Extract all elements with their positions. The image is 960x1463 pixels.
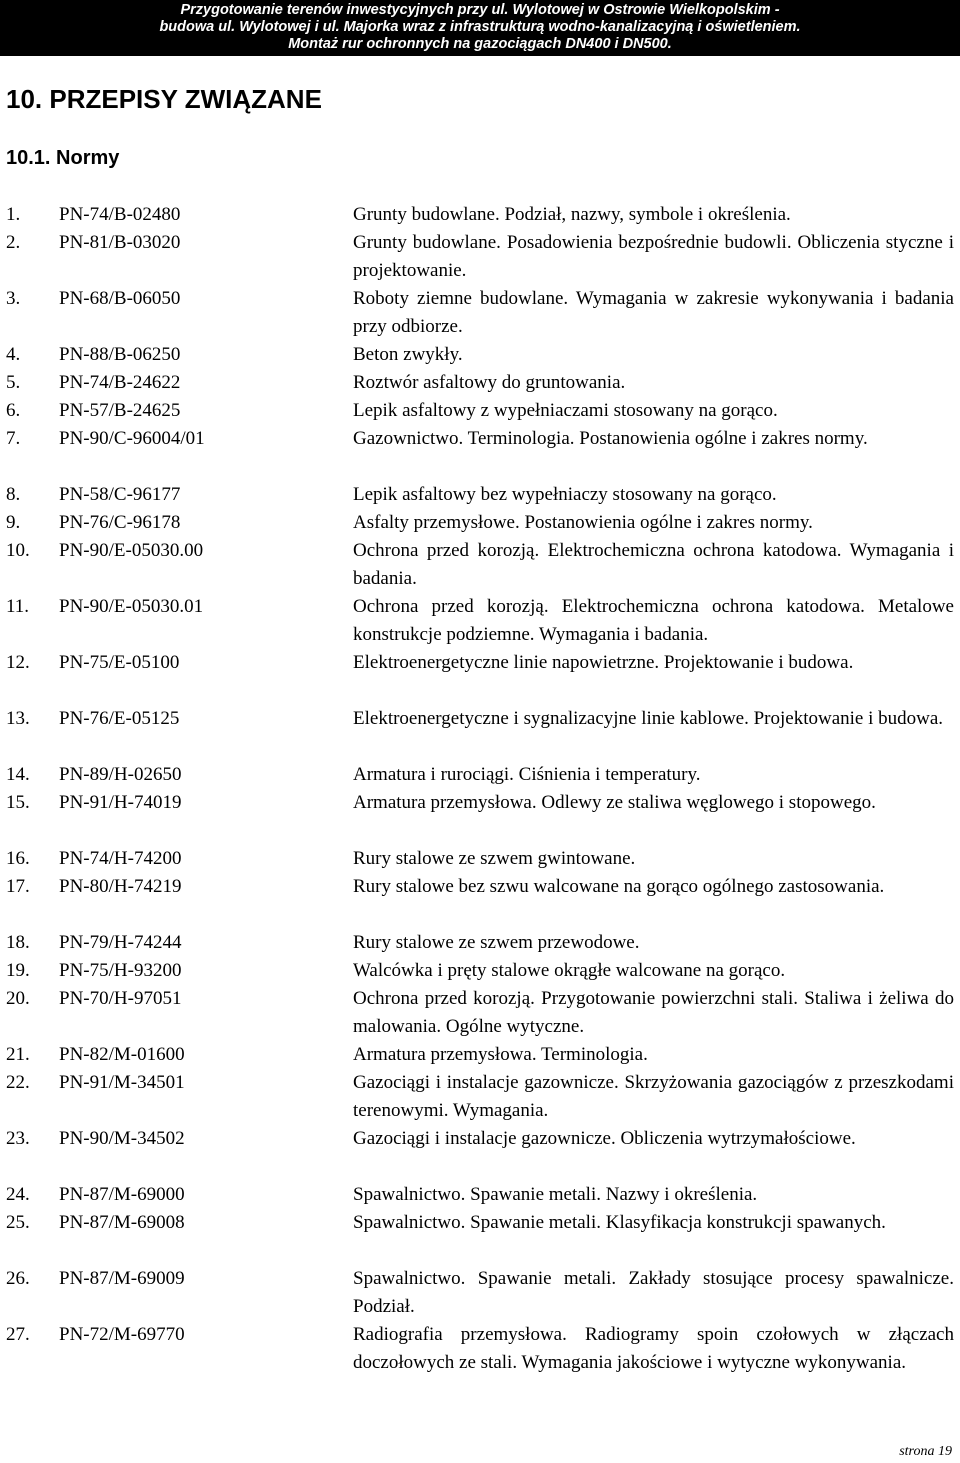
norm-row <box>0 845 960 873</box>
norm-description: Spawalnictwo. Spawanie metali. Nazwy i określenia. <box>353 1184 758 1205</box>
norm-number: 25. <box>6 1212 30 1233</box>
norm-description: Gazownictwo. Terminologia. Postanowienia ogólne i zakres normy. <box>353 428 868 449</box>
norm-row <box>0 481 960 509</box>
norm-description: Gazociągi i instalacje gazownicze. Obliczenia wytrzymałościowe. <box>353 1128 856 1149</box>
norm-description: Spawalnictwo. Spawanie metali. Klasyfikacja konstrukcji spawanych. <box>353 1212 886 1233</box>
norm-description: Lepik asfaltowy z wypełniaczami stosowany na gorąco. <box>353 400 778 421</box>
norm-code: PN-57/B-24625 <box>59 400 181 421</box>
norm-code: PN-90/C-96004/01 <box>59 428 205 449</box>
norm-row <box>0 957 960 985</box>
norm-description: Spawalnictwo. Spawanie metali. Zakłady stosujące procesy spawalnicze. Podział. <box>353 1268 954 1317</box>
norm-row <box>0 1321 960 1405</box>
norm-code: PN-89/H-02650 <box>59 764 182 785</box>
norm-description: Ochrona przed korozją. Elektrochemiczna ochrona katodowa. Metalowe konstrukcje podziemne. Wymagania i badania. <box>353 596 954 645</box>
norm-row <box>0 985 960 1041</box>
norm-code: PN-87/M-69000 <box>59 1184 185 1205</box>
norm-number: 9. <box>6 512 21 533</box>
norm-description: Asfalty przemysłowe. Postanowienia ogólne i zakres normy. <box>353 512 813 533</box>
norm-code: PN-75/H-93200 <box>59 960 182 981</box>
norm-number: 2. <box>6 232 21 253</box>
norm-code: PN-81/B-03020 <box>59 232 181 253</box>
page-header <box>0 0 960 56</box>
norm-row <box>0 425 960 481</box>
norm-number: 1. <box>6 204 21 225</box>
norm-description: Elektroenergetyczne i sygnalizacyjne linie kablowe. Projektowanie i budowa. <box>353 708 944 729</box>
norm-code: PN-90/M-34502 <box>59 1128 185 1149</box>
norm-code: PN-87/M-69008 <box>59 1212 185 1233</box>
norm-row <box>0 593 960 649</box>
norm-code: PN-74/B-02480 <box>59 204 181 225</box>
norm-description: Armatura i rurociągi. Ciśnienia i temperatury. <box>353 764 701 785</box>
norm-code: PN-76/E-05125 <box>59 708 180 729</box>
norm-number: 19. <box>6 960 30 981</box>
norm-number: 23. <box>6 1128 30 1149</box>
norm-description: Rury stalowe bez szwu walcowane na gorąco ogólnego zastosowania. <box>353 876 885 897</box>
norm-row <box>0 789 960 845</box>
norm-description: Armatura przemysłowa. Odlewy ze staliwa węglowego i stopowego. <box>353 792 876 813</box>
section-title: 10. PRZEPISY ZWIĄZANE <box>6 84 322 114</box>
norm-row <box>0 201 960 229</box>
header-line-3: Montaż rur ochronnych na gazociągach DN400 i DN500. <box>288 36 672 52</box>
norm-code: PN-74/H-74200 <box>59 848 182 869</box>
norm-description: Radiografia przemysłowa. Radiogramy spoin czołowych w złączach doczołowych ze stali. Wymagania jakościowe i wytyczne wykonywania. <box>353 1324 954 1373</box>
norm-number: 4. <box>6 344 21 365</box>
norm-description: Rury stalowe ze szwem przewodowe. <box>353 932 640 953</box>
norm-code: PN-76/C-96178 <box>59 512 181 533</box>
norm-code: PN-90/E-05030.01 <box>59 596 204 617</box>
norm-number: 15. <box>6 792 30 813</box>
norm-row <box>0 397 960 425</box>
norm-number: 3. <box>6 288 21 309</box>
norm-row <box>0 537 960 593</box>
norm-number: 27. <box>6 1324 30 1345</box>
norm-description: Grunty budowlane. Posadowienia bezpośrednie budowli. Obliczenia styczne i projektowanie. <box>353 232 954 281</box>
norm-number: 7. <box>6 428 21 449</box>
norm-number: 13. <box>6 708 30 729</box>
norm-description: Beton zwykły. <box>353 344 463 365</box>
norm-number: 26. <box>6 1268 30 1289</box>
norm-number: 21. <box>6 1044 30 1065</box>
norm-code: PN-82/M-01600 <box>59 1044 185 1065</box>
norm-code: PN-87/M-69009 <box>59 1268 185 1289</box>
norm-number: 14. <box>6 764 30 785</box>
norm-description: Roboty ziemne budowlane. Wymagania w zakresie wykonywania i badania przy odbiorze. <box>353 288 954 337</box>
norm-number: 16. <box>6 848 30 869</box>
norm-code: PN-91/M-34501 <box>59 1072 185 1093</box>
norm-code: PN-68/B-06050 <box>59 288 181 309</box>
norm-row <box>0 873 960 929</box>
norm-row <box>0 761 960 789</box>
norm-code: PN-58/C-96177 <box>59 484 181 505</box>
norm-code: PN-80/H-74219 <box>59 876 182 897</box>
norm-description: Lepik asfaltowy bez wypełniaczy stosowany na gorąco. <box>353 484 777 505</box>
header-line-1: Przygotowanie terenów inwestycyjnych przy ul. Wylotowej w Ostrowie Wielkopolskim - <box>180 2 780 18</box>
subsection-title: 10.1. Normy <box>6 147 120 169</box>
norm-number: 18. <box>6 932 30 953</box>
norm-row <box>0 649 960 705</box>
norm-row <box>0 1125 960 1181</box>
norm-number: 10. <box>6 540 30 561</box>
norm-number: 8. <box>6 484 21 505</box>
norm-description: Rury stalowe ze szwem gwintowane. <box>353 848 636 869</box>
norm-description: Roztwór asfaltowy do gruntowania. <box>353 372 626 393</box>
norm-row <box>0 229 960 285</box>
norm-description: Elektroenergetyczne linie napowietrzne. Projektowanie i budowa. <box>353 652 854 673</box>
norm-row <box>0 341 960 369</box>
norm-number: 5. <box>6 372 21 393</box>
norm-number: 22. <box>6 1072 30 1093</box>
norm-description: Walcówka i pręty stalowe okrągłe walcowane na gorąco. <box>353 960 786 981</box>
norm-row <box>0 1209 960 1265</box>
header-line-2: budowa ul. Wylotowej i ul. Majorka wraz z infrastrukturą wodno-kanalizacyjną i oświetleniem. <box>159 19 801 35</box>
norm-code: PN-74/B-24622 <box>59 372 181 393</box>
norm-row <box>0 929 960 957</box>
norm-number: 20. <box>6 988 30 1009</box>
norm-row <box>0 1181 960 1209</box>
norm-description: Ochrona przed korozją. Przygotowanie powierzchni stali. Staliwa i żeliwa do malowania. Ogólne wytyczne. <box>353 988 954 1037</box>
norm-number: 11. <box>6 596 30 617</box>
norm-description: Ochrona przed korozją. Elektrochemiczna ochrona katodowa. Wymagania i badania. <box>353 540 954 589</box>
norm-description: Armatura przemysłowa. Terminologia. <box>353 1044 648 1065</box>
norm-number: 12. <box>6 652 30 673</box>
norm-code: PN-79/H-74244 <box>59 932 182 953</box>
norm-row <box>0 705 960 761</box>
norm-number: 24. <box>6 1184 30 1205</box>
norm-description: Grunty budowlane. Podział, nazwy, symbole i określenia. <box>353 204 791 225</box>
norm-number: 17. <box>6 876 30 897</box>
norm-row <box>0 369 960 397</box>
norm-code: PN-75/E-05100 <box>59 652 180 673</box>
norm-row <box>0 1069 960 1125</box>
norm-description: Gazociągi i instalacje gazownicze. Skrzyżowania gazociągów z przeszkodami terenowymi. Wymagania. <box>353 1072 954 1121</box>
norm-row <box>0 1041 960 1069</box>
norm-row <box>0 285 960 341</box>
norm-code: PN-88/B-06250 <box>59 344 181 365</box>
norm-code: PN-91/H-74019 <box>59 792 182 813</box>
norm-row <box>0 1265 960 1321</box>
norms-list <box>0 201 960 1405</box>
norm-code: PN-70/H-97051 <box>59 988 182 1009</box>
page-number: strona 19 <box>899 1444 952 1459</box>
norm-row <box>0 509 960 537</box>
norm-number: 6. <box>6 400 21 421</box>
norm-code: PN-90/E-05030.00 <box>59 540 204 561</box>
norm-code: PN-72/M-69770 <box>59 1324 185 1345</box>
